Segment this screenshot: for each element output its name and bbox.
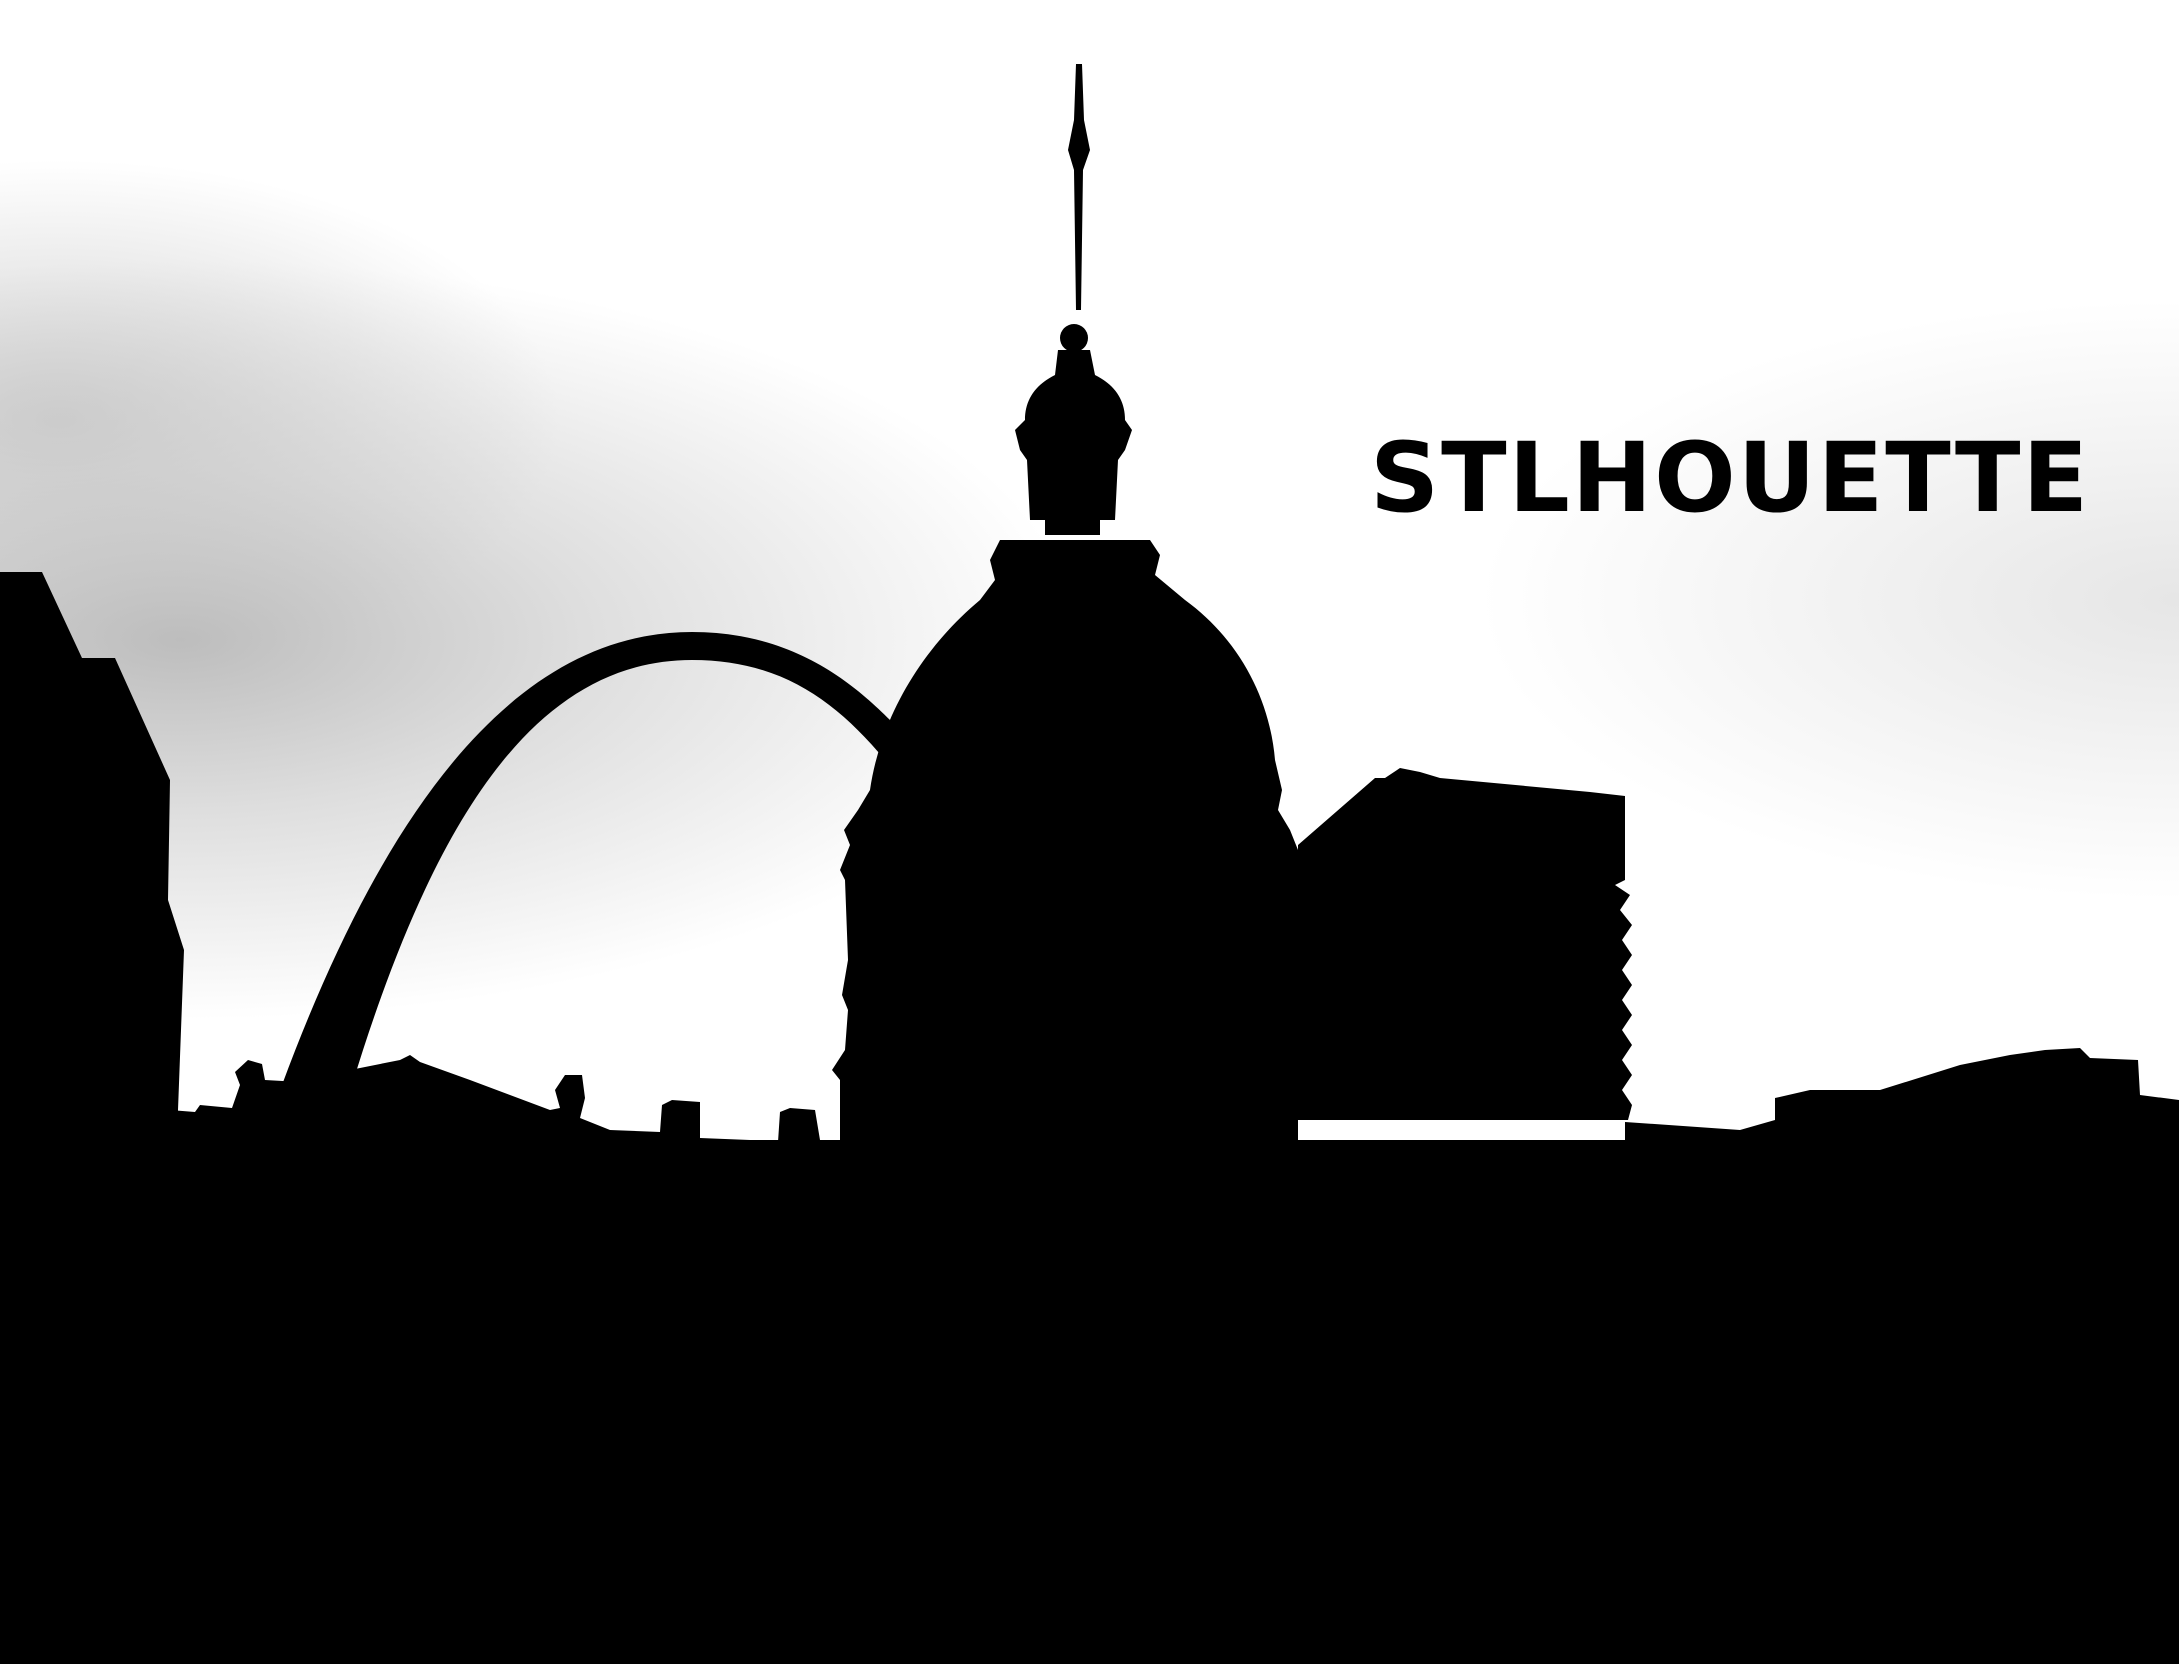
spire-ball — [1060, 324, 1088, 352]
gateway-arch — [282, 632, 890, 1085]
ground-silhouette — [0, 1140, 2179, 1664]
high-rise-building — [1298, 768, 1632, 1120]
courthouse-spire — [1068, 64, 1090, 310]
courthouse-cupola — [1015, 350, 1132, 535]
image-title: STLHOUETTE — [1370, 422, 2091, 534]
